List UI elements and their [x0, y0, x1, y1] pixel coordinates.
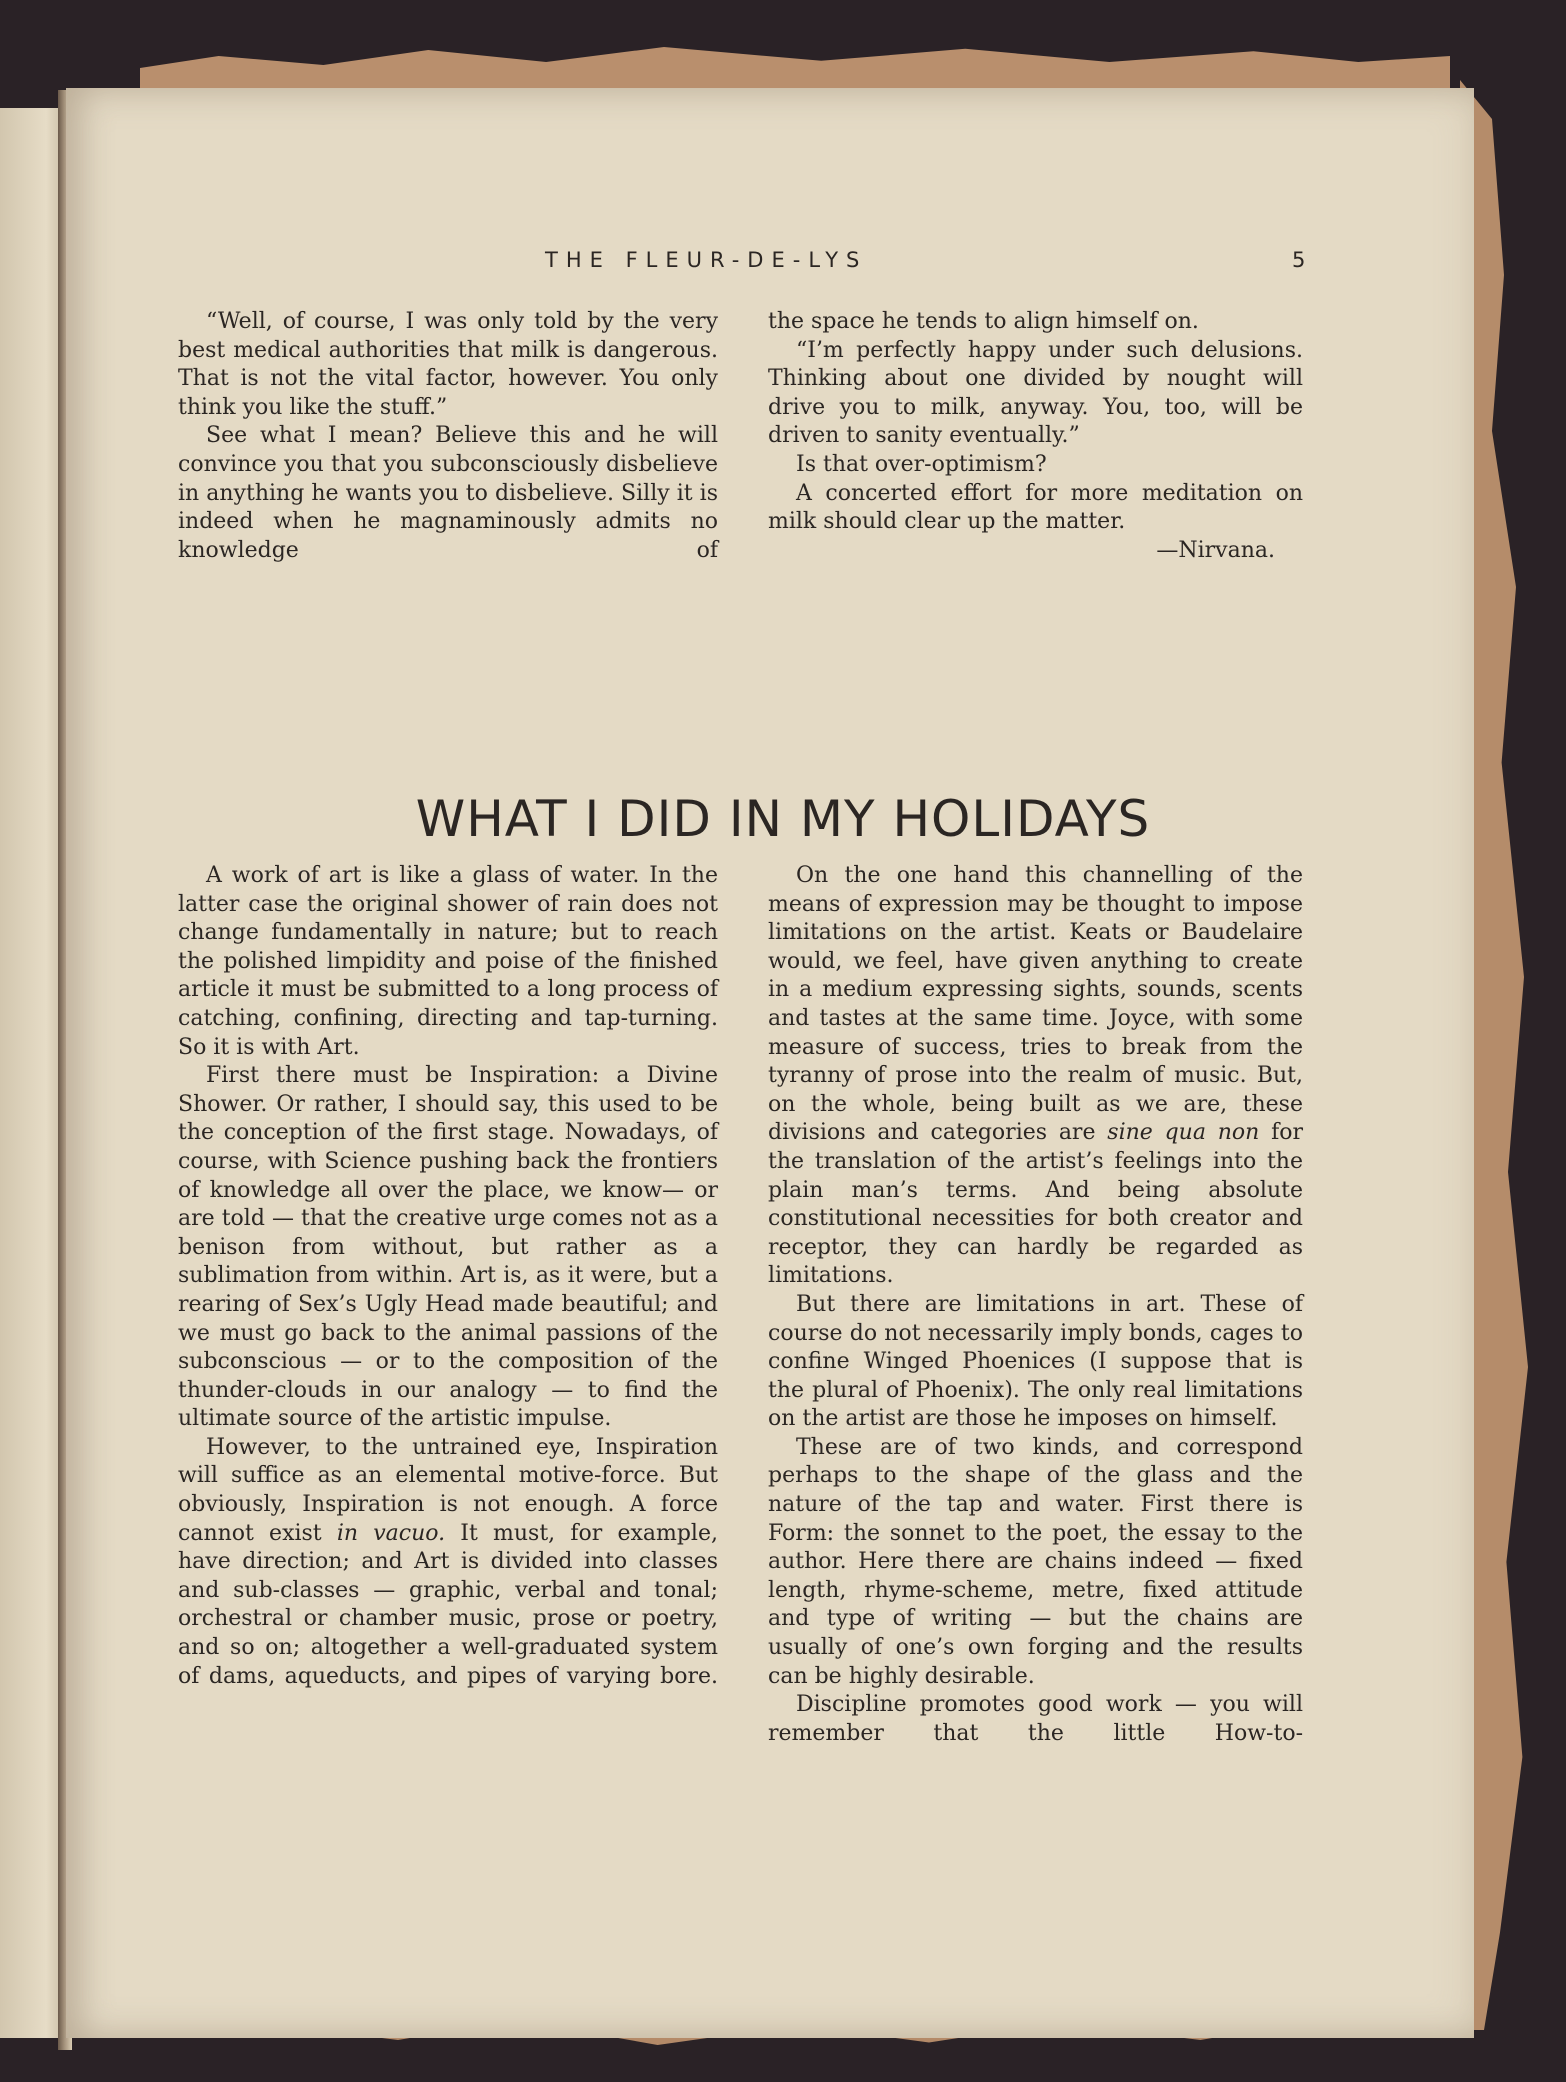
- text-run: However, to the untrained eye, Inspiration will suffice as an elemental motive-force. But obviously, Inspiration is not enough. A force cannot exist: [178, 1434, 718, 1546]
- article-column-2: [768, 862, 1303, 1748]
- previous-article-column-2: [768, 308, 1303, 565]
- italic-phrase: in vacuo.: [336, 1520, 446, 1546]
- paragraph: A work of art is like a glass of water. In the latter case the original shower of rain does not change fundamentally in nature; but to reach the polished limpidity and poise of the finished article it must be submitted to a long process of catching, confining, directing and tap-turning. So it is with Art.: [178, 863, 718, 1060]
- paragraph: Is that over-optimism?: [796, 451, 1047, 477]
- running-head: THE FLEUR-DE-LYS: [545, 248, 868, 272]
- paragraph: [178, 1434, 718, 1691]
- paragraph: These are of two kinds, and correspond perhaps to the shape of the glass and the nature of the tap and water. First there is Form: the sonnet to the poet, the essay to the author. Here there are chains indeed — fixed length, rhyme-scheme, metre, fixed attitude and type of writing — but the chains are usually of one’s own forging and the results can be highly desirable.: [768, 1434, 1303, 1689]
- paragraph: Discipline promotes good work — you will remember that the little How-to-: [768, 1692, 1303, 1746]
- italic-phrase: sine qua non: [1107, 1120, 1260, 1146]
- paragraph: [768, 862, 1303, 1291]
- paragraph: the space he tends to align himself on.: [768, 309, 1199, 334]
- paragraph: “Well, of course, I was only told by the very best medical authorities that milk is dangerous. That is not the vital factor, however. You only think you like the stuff.”: [178, 309, 718, 420]
- author-signature: —Nirvana.: [1156, 537, 1275, 563]
- paragraph: See what I mean? Believe this and he will convince you that you subconsciously disbelieve in anything he wants you to disbelieve. Silly it is indeed when he magnaminously admits no knowledge of: [178, 423, 718, 563]
- paragraph: “I’m perfectly happy under such delusions. Thinking about one divided by nought will drive you to milk, anyway. You, too, will be driven to sanity eventually.”: [768, 337, 1303, 449]
- facing-page-edge: [0, 108, 66, 2038]
- paragraph: First there must be Inspiration: a Divine Shower. Or rather, I should say, this used to be the conception of the first stage. Nowadays, of course, with Science pushing back the frontiers of knowledge all over the place, we know— or are told — that the creative urge comes not as a benison from without, but rather as a sublimation from within. Art is, as it were, but a rearing of Sex’s Ugly Head made beautiful; and we must go back to the animal passions of the subconscious — or to the composition of the thunder-clouds in our analogy — to find the ultimate source of the artistic impulse.: [178, 1063, 718, 1432]
- text-run: On the one hand this channelling of the means of expression may be thought to impose limitations on the artist. Keats or Baudelaire would, we feel, have given anything to create in a medium expressing sights, sounds, scents and tastes at the same time. Joyce, with some measure of success, tries to break from the tyranny of prose into the realm of music. But, on the whole, being built as we are, these divisions and categories are: [768, 863, 1303, 1146]
- text-run: for the translation of the artist’s feelings into the plain man’s terms. And being absolute constitutional necessities for both creator and receptor, they can hardly be regarded as limitations.: [768, 1120, 1304, 1289]
- paragraph: A concerted effort for more meditation on milk should clear up the matter.: [768, 480, 1303, 535]
- paragraph: But there are limitations in art. These of course do not necessarily imply bonds, cages to confine Winged Phoenices (I suppose that is the plural of Phoenix). The only real limitations on the artist are those he imposes on himself.: [768, 1291, 1303, 1432]
- text-run: It must, for example, have direction; and Art is divided into classes and sub-classes — graphic, verbal and tonal; orchestral or chamber music, prose or poetry, and so on; altogether a well-graduated system of dams, aqueducts, and pipes of varying bore.: [178, 1520, 718, 1689]
- previous-article-column-1: [178, 308, 718, 565]
- page-number: 5: [1292, 248, 1306, 272]
- article-title: WHAT I DID IN MY HOLIDAYS: [415, 790, 1151, 848]
- article-column-1: [178, 862, 718, 1691]
